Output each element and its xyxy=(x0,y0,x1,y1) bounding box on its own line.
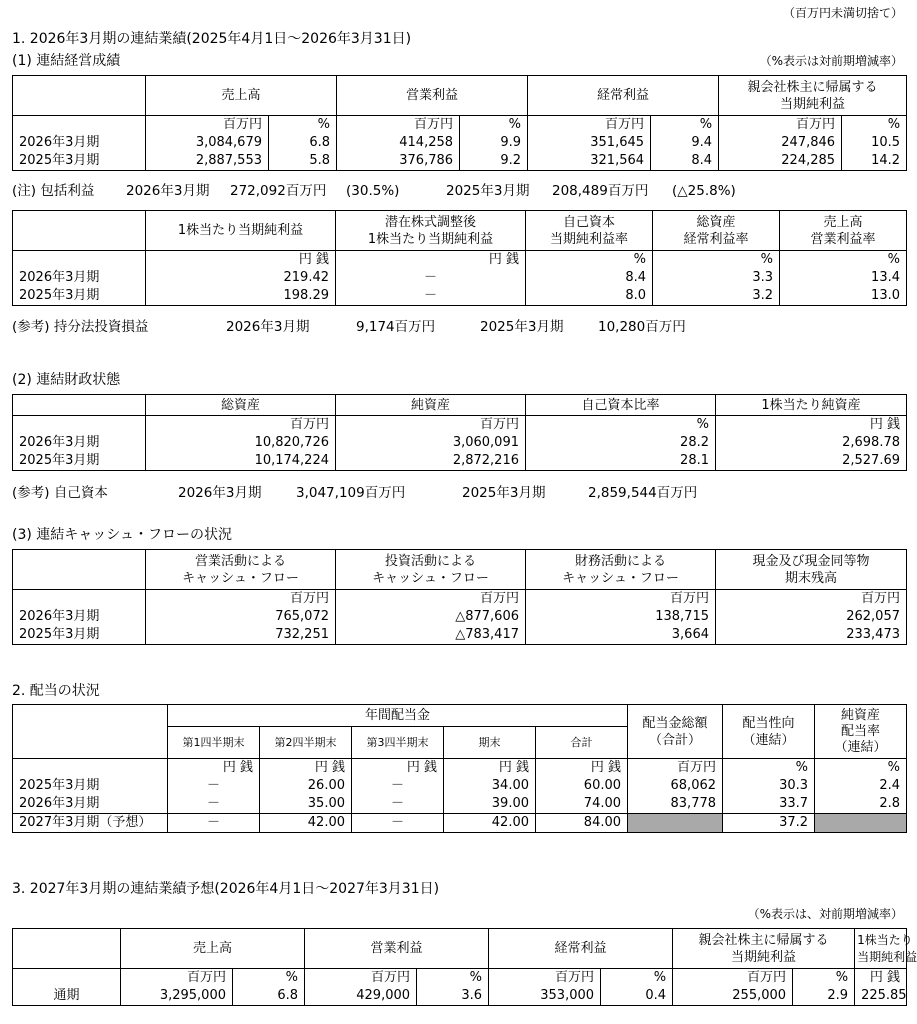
header-dividend-total: 配当金総額 （合計） xyxy=(628,705,723,759)
unit-cell: 百万円 xyxy=(673,969,793,988)
per-share-table xyxy=(12,210,907,306)
equity-capital-value-1: 3,047,109百万円 xyxy=(296,485,406,501)
unit-cell: 百万円 xyxy=(628,759,723,778)
dividends-title: 2. 配当の状況 xyxy=(12,683,100,699)
header-ordinary-income: 経常利益 xyxy=(489,929,673,969)
header-q3: 第3四半期末 xyxy=(352,727,444,759)
equity-method-value-2: 10,280百万円 xyxy=(598,319,686,335)
header-sales: 売上高 xyxy=(121,929,305,969)
header-q1: 第1四半期末 xyxy=(168,727,260,759)
dividends-table xyxy=(12,704,907,833)
header-total-assets: 総資産 xyxy=(146,395,336,416)
header-investing-cf: 投資活動による キャッシュ・フロー xyxy=(336,550,526,590)
header-eps: 1株当たり当期純利益 xyxy=(146,211,336,251)
comprehensive-value-1: 272,092百万円 xyxy=(230,183,327,199)
header-year-end: 期末 xyxy=(444,727,536,759)
section-1-title: 1. 2026年3月期の連結業績(2025年4月1日～2026年3月31日) xyxy=(12,31,412,47)
unit-cell: 百万円 xyxy=(121,969,233,988)
unit-cell: 円 銭 xyxy=(855,969,907,988)
header-roe: 自己資本 当期純利益率 xyxy=(526,211,653,251)
table-row: 2025年3月期 198.29 － 8.0 3.2 13.0 xyxy=(13,287,907,306)
financial-position-table xyxy=(12,394,907,471)
header-operating-margin: 売上高 営業利益率 xyxy=(780,211,907,251)
unit-note: （百万円未満切捨て） xyxy=(782,6,903,20)
unit-cell: % xyxy=(793,969,855,988)
header-sales: 売上高 xyxy=(146,76,337,116)
equity-capital-label: (参考) 自己資本 xyxy=(12,485,108,501)
table-row: 2025年3月期 2,887,553 5.8 376,786 9.2 321,564 8.4 224,285 14.2 xyxy=(13,152,907,171)
header-financing-cf: 財務活動による キャッシュ・フロー xyxy=(526,550,716,590)
unit-cell: 円 銭 xyxy=(536,759,628,778)
unit-cell: % xyxy=(842,116,907,135)
unit-cell: % xyxy=(526,251,653,270)
table-row: 2026年3月期 765,072 △877,606 138,715 262,057 xyxy=(13,608,907,626)
operating-results-table xyxy=(12,75,907,171)
comprehensive-change-1: (30.5%) xyxy=(346,183,400,199)
unit-cell: 百万円 xyxy=(719,116,842,135)
unit-cell: % xyxy=(651,116,719,135)
equity-method-period-2: 2025年3月期 xyxy=(480,319,564,335)
header-net-assets: 純資産 xyxy=(336,395,526,416)
header-annual-dividend: 年間配当金 xyxy=(168,705,628,727)
table-row: 2025年3月期 10,174,224 2,872,216 28.1 2,527.69 xyxy=(13,452,907,471)
equity-capital-period-1: 2026年3月期 xyxy=(178,485,262,501)
unit-cell: 円 銭 xyxy=(336,251,526,270)
header-dividend-on-equity: 純資産 配当率 （連結） xyxy=(815,705,907,759)
table-row: 2026年3月期 3,084,679 6.8 414,258 9.9 351,645 9.4 247,846 10.5 xyxy=(13,134,907,152)
cash-flow-title: (3) 連結キャッシュ・フローの状況 xyxy=(12,527,233,543)
header-operating-income: 営業利益 xyxy=(305,929,489,969)
equity-method-label: (参考) 持分法投資損益 xyxy=(12,319,149,335)
unit-cell: 百万円 xyxy=(146,116,269,135)
header-bps: 1株当たり純資産 xyxy=(716,395,907,416)
unit-cell: % xyxy=(815,759,907,778)
shaded-cell xyxy=(815,814,907,833)
table-row: 2027年3月期（予想） － 42.00 － 42.00 84.00 37.2 xyxy=(13,814,907,833)
unit-cell: % xyxy=(526,416,716,435)
unit-cell: 百万円 xyxy=(337,116,460,135)
header-payout-ratio: 配当性向 （連結） xyxy=(723,705,815,759)
header-net-income: 親会社株主に帰属する 当期純利益 xyxy=(719,76,907,116)
header-cash-balance: 現金及び現金同等物 期末残高 xyxy=(716,550,907,590)
header-ordinary-income: 経常利益 xyxy=(528,76,719,116)
cash-flow-table xyxy=(12,549,907,645)
unit-cell: 円 銭 xyxy=(444,759,536,778)
unit-cell: % xyxy=(723,759,815,778)
unit-cell: 百万円 xyxy=(336,416,526,435)
header-operating-cf: 営業活動による キャッシュ・フロー xyxy=(146,550,336,590)
header-operating-income: 営業利益 xyxy=(337,76,528,116)
unit-cell: 百万円 xyxy=(528,116,651,135)
equity-capital-period-2: 2025年3月期 xyxy=(462,485,546,501)
unit-cell: % xyxy=(269,116,337,135)
unit-cell: % xyxy=(417,969,489,988)
header-roa: 総資産 経常利益率 xyxy=(653,211,780,251)
table-row: 2025年3月期 732,251 △783,417 3,664 233,473 xyxy=(13,626,907,645)
unit-cell: % xyxy=(233,969,305,988)
table-row: 2026年3月期 219.42 － 8.4 3.3 13.4 xyxy=(13,269,907,287)
unit-cell: 円 銭 xyxy=(168,759,260,778)
equity-method-period-1: 2026年3月期 xyxy=(226,319,310,335)
shaded-cell xyxy=(628,814,723,833)
unit-cell: 百万円 xyxy=(146,590,336,609)
forecast-pct-note: （%表示は、対前期増減率） xyxy=(747,907,903,921)
comprehensive-change-2: (△25.8%) xyxy=(672,183,736,199)
unit-cell: 円 銭 xyxy=(716,416,907,435)
unit-cell: % xyxy=(460,116,528,135)
financial-position-title: (2) 連結財政状態 xyxy=(12,372,121,388)
unit-cell: 百万円 xyxy=(305,969,417,988)
unit-cell: 円 銭 xyxy=(260,759,352,778)
unit-cell: % xyxy=(780,251,907,270)
unit-cell: 百万円 xyxy=(526,590,716,609)
unit-cell: 円 銭 xyxy=(352,759,444,778)
table-row: 2026年3月期 － 35.00 － 39.00 74.00 83,778 33.7 2.8 xyxy=(13,795,907,814)
forecast-table xyxy=(12,928,917,1006)
operating-results-title: (1) 連結経営成績 xyxy=(12,53,121,69)
header-diluted-eps: 潜在株式調整後 1株当たり当期純利益 xyxy=(336,211,526,251)
unit-cell: 百万円 xyxy=(489,969,601,988)
header-eps: 1株当たり 当期純利益 xyxy=(855,929,907,969)
unit-cell: % xyxy=(653,251,780,270)
comprehensive-income-label: (注) 包括利益 xyxy=(12,183,95,199)
unit-cell: 百万円 xyxy=(146,416,336,435)
unit-cell: 百万円 xyxy=(716,590,907,609)
table-row: 通期 3,295,000 6.8 429,000 3.6 353,000 0.4 255,000 2.9 225.85 xyxy=(13,987,907,1006)
comprehensive-value-2: 208,489百万円 xyxy=(552,183,649,199)
header-equity-ratio: 自己資本比率 xyxy=(526,395,716,416)
comprehensive-period-1: 2026年3月期 xyxy=(126,183,210,199)
comprehensive-period-2: 2025年3月期 xyxy=(446,183,530,199)
header-total: 合計 xyxy=(536,727,628,759)
unit-cell: 円 銭 xyxy=(146,251,336,270)
equity-capital-value-2: 2,859,544百万円 xyxy=(588,485,698,501)
unit-cell: 百万円 xyxy=(336,590,526,609)
table-row: 2026年3月期 10,820,726 3,060,091 28.2 2,698.78 xyxy=(13,434,907,452)
pct-note: （%表示は対前期増減率） xyxy=(759,54,903,68)
unit-cell: % xyxy=(601,969,673,988)
equity-method-value-1: 9,174百万円 xyxy=(356,319,436,335)
header-net-income: 親会社株主に帰属する 当期純利益 xyxy=(673,929,855,969)
header-q2: 第2四半期末 xyxy=(260,727,352,759)
forecast-title: 3. 2027年3月期の連結業績予想(2026年4月1日～2027年3月31日) xyxy=(12,881,440,897)
table-row: 2025年3月期 － 26.00 － 34.00 60.00 68,062 30.3 2.4 xyxy=(13,777,907,795)
